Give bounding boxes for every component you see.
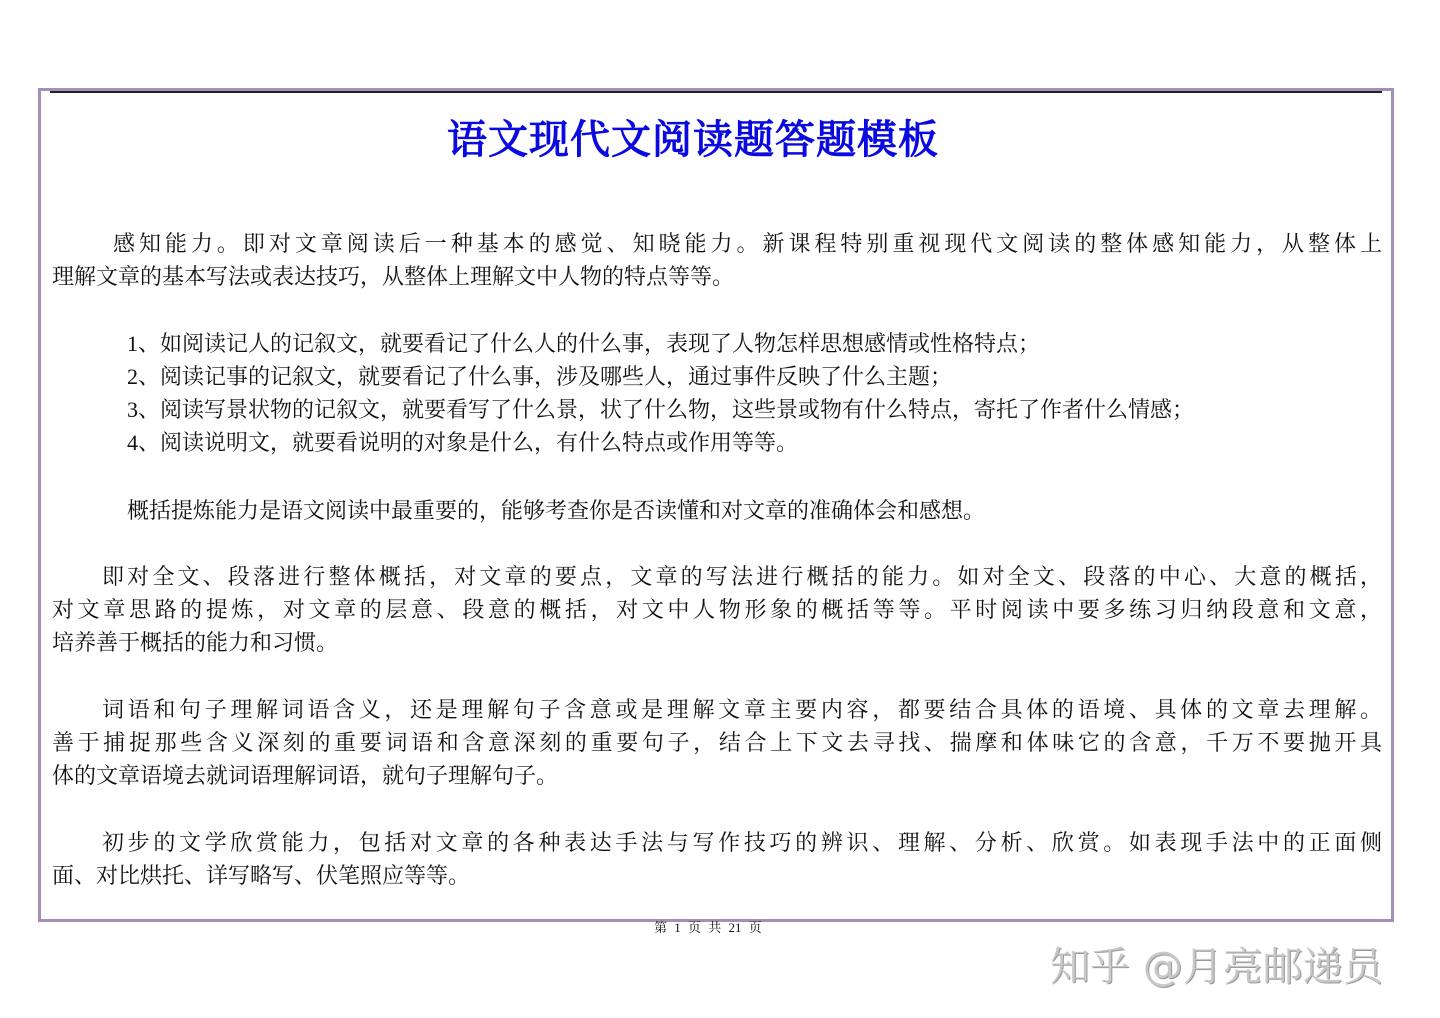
text-line: 即对全文、段落进行整体概括，对文章的要点，文章的写法进行概括的能力。如对全文、段落的中心、大意的概括， — [102, 564, 1382, 589]
text-line: 感知能力。即对文章阅读后一种基本的感觉、知晓能力。新课程特别重视现代文阅读的整体感知能力，从整体上 — [113, 231, 1382, 256]
header-rule — [50, 91, 1382, 93]
document-title: 语文现代文阅读题答题模板 — [447, 117, 939, 163]
text-line: 词语和句子理解词语含义，还是理解句子含意或是理解文章主要内容，都要结合具体的语境、具体的文章去理解。 — [102, 697, 1382, 722]
list-item: 2、阅读记事的记叙文，就要看记了什么事，涉及哪些人，通过事件反映了什么主题； — [127, 364, 953, 389]
list-item: 3、阅读写景状物的记叙文，就要看写了什么景，状了什么物，这些景或物有什么特点，寄托了作者什么情感； — [127, 397, 1195, 422]
text-line: 体的文章语境去就词语理解词语，就句子理解句子。 — [52, 763, 559, 788]
watermark: 知乎 @月亮邮递员 — [1050, 944, 1383, 990]
text-line: 理解文章的基本写法或表达技巧，从整体上理解文中人物的特点等等。 — [52, 264, 735, 289]
paragraph-perception — [52, 227, 1382, 293]
page-number: 第 1 页 共 21 页 — [654, 920, 762, 935]
paragraph-summary-detail — [52, 560, 1382, 659]
paragraph-words-sentences — [52, 693, 1382, 792]
text-line: 培养善于概括的能力和习惯。 — [52, 630, 339, 655]
text-line: 概括提炼能力是语文阅读中最重要的，能够考查你是否读懂和对文章的准确体会和感想。 — [127, 498, 986, 523]
paragraph-summary-ability — [127, 494, 1387, 527]
text-line: 善于捕捉那些含义深刻的重要词语和含意深刻的重要句子，结合上下文去寻找、揣摩和体味它的含意，千万不要抛开具 — [52, 730, 1382, 755]
numbered-list — [127, 327, 1387, 459]
text-line: 对文章思路的提炼，对文章的层意、段意的概括，对文中人物形象的概括等等。平时阅读中要多练习归纳段意和文意， — [52, 597, 1382, 622]
text-line: 初步的文学欣赏能力，包括对文章的各种表达手法与写作技巧的辨识、理解、分析、欣赏。如表现手法中的正面侧 — [102, 830, 1382, 855]
text-line: 面、对比烘托、详写略写、伏笔照应等等。 — [52, 863, 471, 888]
paragraph-literary-appreciation — [52, 826, 1382, 892]
list-item: 4、阅读说明文，就要看说明的对象是什么，有什么特点或作用等等。 — [127, 430, 799, 455]
list-item: 1、如阅读记人的记叙文，就要看记了什么人的什么事，表现了人物怎样思想感情或性格特点； — [127, 331, 1041, 356]
